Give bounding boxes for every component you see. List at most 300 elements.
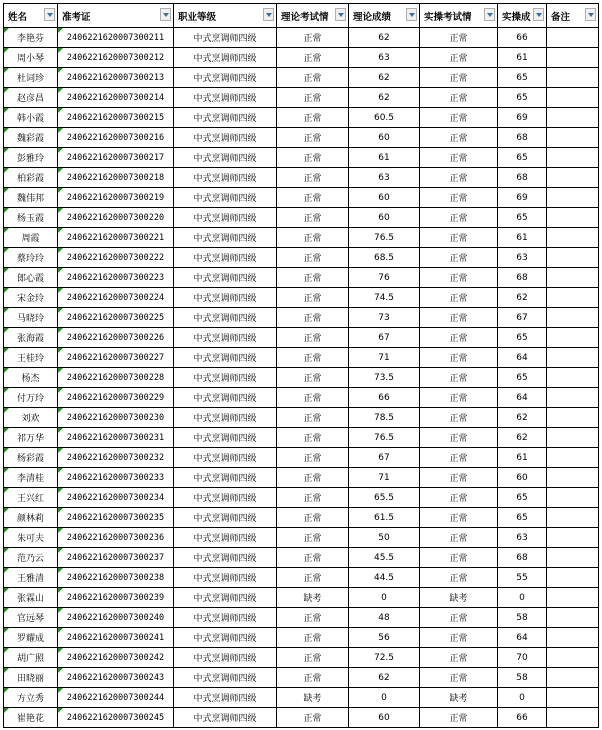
cell-theory-status[interactable] [277, 108, 349, 128]
cell-exam-id[interactable] [58, 428, 174, 448]
cell-job-level[interactable] [174, 168, 277, 188]
filter-dropdown-icon[interactable] [335, 8, 346, 21]
cell-remark[interactable] [547, 608, 599, 628]
cell-theory-status[interactable] [277, 388, 349, 408]
cell-name[interactable] [4, 568, 58, 588]
cell-exam-id[interactable] [58, 408, 174, 428]
cell-practical-status[interactable] [420, 308, 498, 328]
filter-dropdown-icon[interactable] [484, 8, 495, 21]
cell-theory-score[interactable] [349, 128, 420, 148]
cell-theory-status[interactable] [277, 288, 349, 308]
cell-theory-score[interactable] [349, 208, 420, 228]
cell-job-level[interactable] [174, 648, 277, 668]
cell-practical-status[interactable] [420, 228, 498, 248]
cell-job-level[interactable] [174, 708, 277, 728]
cell-practical-status[interactable] [420, 68, 498, 88]
cell-theory-status[interactable] [277, 668, 349, 688]
cell-theory-score[interactable] [349, 248, 420, 268]
cell-practical-score[interactable] [498, 488, 547, 508]
cell-theory-score[interactable] [349, 88, 420, 108]
cell-name[interactable] [4, 588, 58, 608]
cell-practical-score[interactable] [498, 428, 547, 448]
cell-job-level[interactable] [174, 628, 277, 648]
cell-job-level[interactable] [174, 428, 277, 448]
cell-theory-score[interactable] [349, 488, 420, 508]
cell-remark[interactable] [547, 368, 599, 388]
cell-name[interactable] [4, 628, 58, 648]
cell-practical-status[interactable] [420, 608, 498, 628]
cell-practical-status[interactable] [420, 168, 498, 188]
cell-job-level[interactable] [174, 208, 277, 228]
cell-practical-status[interactable] [420, 188, 498, 208]
cell-name[interactable] [4, 108, 58, 128]
cell-exam-id[interactable] [58, 668, 174, 688]
cell-practical-score[interactable] [498, 168, 547, 188]
cell-practical-score[interactable] [498, 688, 547, 708]
cell-remark[interactable] [547, 328, 599, 348]
cell-practical-status[interactable] [420, 448, 498, 468]
cell-exam-id[interactable] [58, 168, 174, 188]
cell-practical-score[interactable] [498, 668, 547, 688]
cell-job-level[interactable] [174, 568, 277, 588]
cell-name[interactable] [4, 688, 58, 708]
cell-exam-id[interactable] [58, 208, 174, 228]
cell-practical-status[interactable] [420, 528, 498, 548]
cell-practical-status[interactable] [420, 588, 498, 608]
cell-remark[interactable] [547, 628, 599, 648]
cell-practical-score[interactable] [498, 228, 547, 248]
cell-theory-score[interactable] [349, 328, 420, 348]
cell-remark[interactable] [547, 568, 599, 588]
cell-practical-score[interactable] [498, 548, 547, 568]
cell-job-level[interactable] [174, 148, 277, 168]
cell-practical-status[interactable] [420, 468, 498, 488]
cell-theory-status[interactable] [277, 528, 349, 548]
cell-practical-score[interactable] [498, 528, 547, 548]
cell-practical-status[interactable] [420, 648, 498, 668]
cell-name[interactable] [4, 428, 58, 448]
cell-practical-status[interactable] [420, 508, 498, 528]
cell-practical-score[interactable] [498, 708, 547, 728]
cell-theory-score[interactable] [349, 28, 420, 48]
cell-practical-score[interactable] [498, 208, 547, 228]
cell-practical-status[interactable] [420, 288, 498, 308]
cell-text: 正常 [449, 54, 468, 64]
cell-practical-status[interactable] [420, 568, 498, 588]
cell-text: 正常 [303, 454, 322, 464]
cell-practical-status[interactable] [420, 108, 498, 128]
cell-theory-score[interactable] [349, 288, 420, 308]
cell-practical-status[interactable] [420, 368, 498, 388]
cell-job-level[interactable] [174, 88, 277, 108]
cell-theory-score[interactable] [349, 608, 420, 628]
cell-theory-score[interactable] [349, 368, 420, 388]
cell-practical-status[interactable] [420, 88, 498, 108]
cell-theory-status[interactable] [277, 128, 349, 148]
cell-theory-status[interactable] [277, 148, 349, 168]
filter-dropdown-icon[interactable] [44, 8, 55, 21]
cell-name[interactable] [4, 388, 58, 408]
cell-theory-score[interactable] [349, 268, 420, 288]
cell-job-level[interactable] [174, 188, 277, 208]
cell-practical-score[interactable] [498, 28, 547, 48]
cell-remark[interactable] [547, 288, 599, 308]
cell-name[interactable] [4, 308, 58, 328]
cell-exam-id[interactable] [58, 88, 174, 108]
cell-practical-status[interactable] [420, 208, 498, 228]
cell-theory-status[interactable] [277, 68, 349, 88]
cell-exam-id[interactable] [58, 688, 174, 708]
cell-theory-status[interactable] [277, 488, 349, 508]
cell-job-level[interactable] [174, 108, 277, 128]
cell-exam-id[interactable] [58, 308, 174, 328]
cell-name[interactable] [4, 88, 58, 108]
cell-exam-id[interactable] [58, 228, 174, 248]
cell-job-level[interactable] [174, 588, 277, 608]
cell-practical-score[interactable] [498, 348, 547, 368]
cell-practical-status[interactable] [420, 668, 498, 688]
cell-theory-status[interactable] [277, 408, 349, 428]
cell-practical-score[interactable] [498, 268, 547, 288]
cell-text: 田晓丽 [16, 674, 44, 684]
cell-remark[interactable] [547, 348, 599, 368]
cell-theory-status[interactable] [277, 688, 349, 708]
cell-exam-id[interactable] [58, 488, 174, 508]
cell-text: 65 [516, 512, 528, 523]
cell-job-level[interactable] [174, 28, 277, 48]
cell-practical-score[interactable] [498, 128, 547, 148]
cell-remark[interactable] [547, 428, 599, 448]
cell-remark[interactable] [547, 668, 599, 688]
cell-remark[interactable] [547, 488, 599, 508]
cell-remark[interactable] [547, 268, 599, 288]
cell-exam-id[interactable] [58, 708, 174, 728]
cell-theory-score[interactable] [349, 528, 420, 548]
cell-name[interactable] [4, 328, 58, 348]
cell-theory-score[interactable] [349, 408, 420, 428]
cell-theory-status[interactable] [277, 648, 349, 668]
cell-theory-status[interactable] [277, 248, 349, 268]
cell-practical-status[interactable] [420, 248, 498, 268]
cell-exam-id[interactable] [58, 528, 174, 548]
cell-practical-score[interactable] [498, 88, 547, 108]
cell-job-level[interactable] [174, 348, 277, 368]
cell-practical-status[interactable] [420, 348, 498, 368]
cell-theory-status[interactable] [277, 468, 349, 488]
cell-name[interactable] [4, 148, 58, 168]
cell-job-level[interactable] [174, 368, 277, 388]
cell-practical-score[interactable] [498, 188, 547, 208]
cell-practical-score[interactable] [498, 328, 547, 348]
cell-practical-score[interactable] [498, 248, 547, 268]
filter-dropdown-icon[interactable] [263, 8, 274, 21]
cell-remark[interactable] [547, 448, 599, 468]
cell-remark[interactable] [547, 48, 599, 68]
cell-practical-status[interactable] [420, 488, 498, 508]
cell-text: 61.5 [373, 512, 395, 523]
cell-exam-id[interactable] [58, 508, 174, 528]
cell-remark[interactable] [547, 248, 599, 268]
cell-practical-status[interactable] [420, 328, 498, 348]
cell-exam-id[interactable] [58, 348, 174, 368]
cell-exam-id[interactable] [58, 288, 174, 308]
cell-practical-score[interactable] [498, 68, 547, 88]
cell-remark[interactable] [547, 548, 599, 568]
cell-name[interactable] [4, 528, 58, 548]
cell-remark[interactable] [547, 588, 599, 608]
cell-practical-score[interactable] [498, 648, 547, 668]
cell-exam-id[interactable] [58, 128, 174, 148]
cell-exam-id[interactable] [58, 108, 174, 128]
cell-theory-score[interactable] [349, 148, 420, 168]
cell-job-level[interactable] [174, 388, 277, 408]
cell-remark[interactable] [547, 88, 599, 108]
cell-practical-status[interactable] [420, 408, 498, 428]
cell-remark[interactable] [547, 648, 599, 668]
cell-exam-id[interactable] [58, 448, 174, 468]
cell-name[interactable] [4, 648, 58, 668]
cell-practical-score[interactable] [498, 448, 547, 468]
cell-name[interactable] [4, 448, 58, 468]
cell-text: 中式烹调师四级 [193, 294, 257, 304]
cell-theory-score[interactable] [349, 588, 420, 608]
cell-job-level[interactable] [174, 668, 277, 688]
cell-exam-id[interactable] [58, 628, 174, 648]
cell-name[interactable] [4, 548, 58, 568]
cell-theory-status[interactable] [277, 568, 349, 588]
cell-exam-id[interactable] [58, 588, 174, 608]
cell-exam-id[interactable] [58, 68, 174, 88]
cell-remark[interactable] [547, 528, 599, 548]
cell-exam-id[interactable] [58, 268, 174, 288]
cell-job-level[interactable] [174, 608, 277, 628]
cell-theory-score[interactable] [349, 448, 420, 468]
cell-theory-status[interactable] [277, 88, 349, 108]
cell-remark[interactable] [547, 708, 599, 728]
cell-exam-id[interactable] [58, 188, 174, 208]
cell-name[interactable] [4, 608, 58, 628]
cell-text: 付万玲 [16, 394, 44, 404]
filter-dropdown-icon[interactable] [406, 8, 417, 21]
cell-theory-status[interactable] [277, 508, 349, 528]
cell-practical-status[interactable] [420, 388, 498, 408]
cell-remark[interactable] [547, 388, 599, 408]
cell-remark[interactable] [547, 188, 599, 208]
cell-exam-id[interactable] [58, 328, 174, 348]
cell-exam-id[interactable] [58, 248, 174, 268]
cell-theory-score[interactable] [349, 168, 420, 188]
cell-practical-score[interactable] [498, 568, 547, 588]
cell-name[interactable] [4, 508, 58, 528]
cell-name[interactable] [4, 708, 58, 728]
cell-theory-score[interactable] [349, 388, 420, 408]
cell-name[interactable] [4, 408, 58, 428]
cell-theory-score[interactable] [349, 508, 420, 528]
cell-practical-status[interactable] [420, 48, 498, 68]
cell-name[interactable] [4, 128, 58, 148]
cell-theory-status[interactable] [277, 308, 349, 328]
cell-practical-status[interactable] [420, 688, 498, 708]
cell-theory-score[interactable] [349, 188, 420, 208]
cell-job-level[interactable] [174, 268, 277, 288]
cell-remark[interactable] [547, 688, 599, 708]
cell-job-level[interactable] [174, 408, 277, 428]
cell-practical-status[interactable] [420, 548, 498, 568]
cell-job-level[interactable] [174, 528, 277, 548]
cell-practical-score[interactable] [498, 508, 547, 528]
cell-remark[interactable] [547, 408, 599, 428]
cell-theory-score[interactable] [349, 648, 420, 668]
cell-practical-score[interactable] [498, 588, 547, 608]
cell-text: 中式烹调师四级 [193, 154, 257, 164]
cell-exam-id[interactable] [58, 368, 174, 388]
cell-text: 62 [516, 412, 528, 423]
cell-job-level[interactable] [174, 328, 277, 348]
cell-exam-id[interactable] [58, 48, 174, 68]
cell-theory-score[interactable] [349, 348, 420, 368]
cell-exam-id[interactable] [58, 568, 174, 588]
cell-theory-status[interactable] [277, 268, 349, 288]
filter-dropdown-icon[interactable] [533, 8, 544, 21]
cell-theory-status[interactable] [277, 628, 349, 648]
cell-marker-icon [4, 708, 9, 713]
cell-job-level[interactable] [174, 508, 277, 528]
cell-name[interactable] [4, 468, 58, 488]
cell-practical-score[interactable] [498, 408, 547, 428]
cell-practical-status[interactable] [420, 268, 498, 288]
cell-practical-score[interactable] [498, 628, 547, 648]
cell-name[interactable] [4, 348, 58, 368]
cell-theory-score[interactable] [349, 308, 420, 328]
cell-practical-score[interactable] [498, 308, 547, 328]
cell-name[interactable] [4, 28, 58, 48]
cell-job-level[interactable] [174, 128, 277, 148]
cell-theory-score[interactable] [349, 468, 420, 488]
cell-exam-id[interactable] [58, 648, 174, 668]
cell-exam-id[interactable] [58, 28, 174, 48]
cell-job-level[interactable] [174, 548, 277, 568]
cell-job-level[interactable] [174, 688, 277, 708]
cell-remark[interactable] [547, 128, 599, 148]
cell-name[interactable] [4, 168, 58, 188]
cell-remark[interactable] [547, 468, 599, 488]
cell-name[interactable] [4, 668, 58, 688]
cell-theory-score[interactable] [349, 548, 420, 568]
cell-name[interactable] [4, 368, 58, 388]
cell-theory-status[interactable] [277, 328, 349, 348]
cell-job-level[interactable] [174, 488, 277, 508]
cell-theory-status[interactable] [277, 28, 349, 48]
cell-theory-score[interactable] [349, 108, 420, 128]
cell-remark[interactable] [547, 228, 599, 248]
cell-name[interactable] [4, 68, 58, 88]
cell-theory-status[interactable] [277, 48, 349, 68]
cell-name[interactable] [4, 208, 58, 228]
cell-job-level[interactable] [174, 48, 277, 68]
filter-dropdown-icon[interactable] [160, 8, 171, 21]
cell-exam-id[interactable] [58, 148, 174, 168]
cell-remark[interactable] [547, 28, 599, 48]
cell-name[interactable] [4, 188, 58, 208]
cell-name[interactable] [4, 248, 58, 268]
cell-theory-status[interactable] [277, 188, 349, 208]
cell-job-level[interactable] [174, 68, 277, 88]
cell-exam-id[interactable] [58, 468, 174, 488]
cell-practical-score[interactable] [498, 388, 547, 408]
cell-name[interactable] [4, 228, 58, 248]
cell-practical-score[interactable] [498, 148, 547, 168]
cell-theory-score[interactable] [349, 68, 420, 88]
cell-practical-status[interactable] [420, 148, 498, 168]
cell-theory-status[interactable] [277, 708, 349, 728]
cell-remark[interactable] [547, 208, 599, 228]
cell-theory-score[interactable] [349, 228, 420, 248]
cell-theory-status[interactable] [277, 348, 349, 368]
cell-remark[interactable] [547, 508, 599, 528]
cell-theory-status[interactable] [277, 448, 349, 468]
cell-practical-status[interactable] [420, 628, 498, 648]
cell-theory-score[interactable] [349, 568, 420, 588]
cell-practical-status[interactable] [420, 428, 498, 448]
cell-theory-score[interactable] [349, 628, 420, 648]
cell-theory-status[interactable] [277, 368, 349, 388]
cell-theory-status[interactable] [277, 608, 349, 628]
cell-theory-status[interactable] [277, 228, 349, 248]
cell-name[interactable] [4, 268, 58, 288]
cell-theory-score[interactable] [349, 428, 420, 448]
cell-job-level[interactable] [174, 468, 277, 488]
cell-theory-score[interactable] [349, 48, 420, 68]
cell-practical-status[interactable] [420, 708, 498, 728]
cell-practical-status[interactable] [420, 28, 498, 48]
cell-marker-icon [58, 648, 63, 653]
cell-theory-status[interactable] [277, 168, 349, 188]
cell-name[interactable] [4, 48, 58, 68]
cell-name[interactable] [4, 288, 58, 308]
cell-exam-id[interactable] [58, 548, 174, 568]
cell-job-level[interactable] [174, 228, 277, 248]
cell-text: 2406221620007300239 [66, 592, 165, 603]
cell-job-level[interactable] [174, 288, 277, 308]
cell-name[interactable] [4, 488, 58, 508]
cell-practical-score[interactable] [498, 468, 547, 488]
cell-theory-status[interactable] [277, 428, 349, 448]
cell-theory-status[interactable] [277, 208, 349, 228]
cell-remark[interactable] [547, 308, 599, 328]
cell-exam-id[interactable] [58, 388, 174, 408]
cell-remark[interactable] [547, 148, 599, 168]
cell-practical-score[interactable] [498, 288, 547, 308]
cell-job-level[interactable] [174, 248, 277, 268]
cell-practical-status[interactable] [420, 128, 498, 148]
cell-exam-id[interactable] [58, 608, 174, 628]
cell-remark[interactable] [547, 68, 599, 88]
cell-practical-score[interactable] [498, 48, 547, 68]
cell-job-level[interactable] [174, 448, 277, 468]
cell-theory-status[interactable] [277, 588, 349, 608]
cell-job-level[interactable] [174, 308, 277, 328]
cell-practical-score[interactable] [498, 368, 547, 388]
cell-theory-status[interactable] [277, 548, 349, 568]
cell-practical-score[interactable] [498, 108, 547, 128]
filter-dropdown-icon[interactable] [585, 8, 596, 21]
cell-remark[interactable] [547, 108, 599, 128]
cell-practical-score[interactable] [498, 608, 547, 628]
cell-theory-score[interactable] [349, 708, 420, 728]
cell-remark[interactable] [547, 168, 599, 188]
cell-theory-score[interactable] [349, 688, 420, 708]
cell-theory-score[interactable] [349, 668, 420, 688]
